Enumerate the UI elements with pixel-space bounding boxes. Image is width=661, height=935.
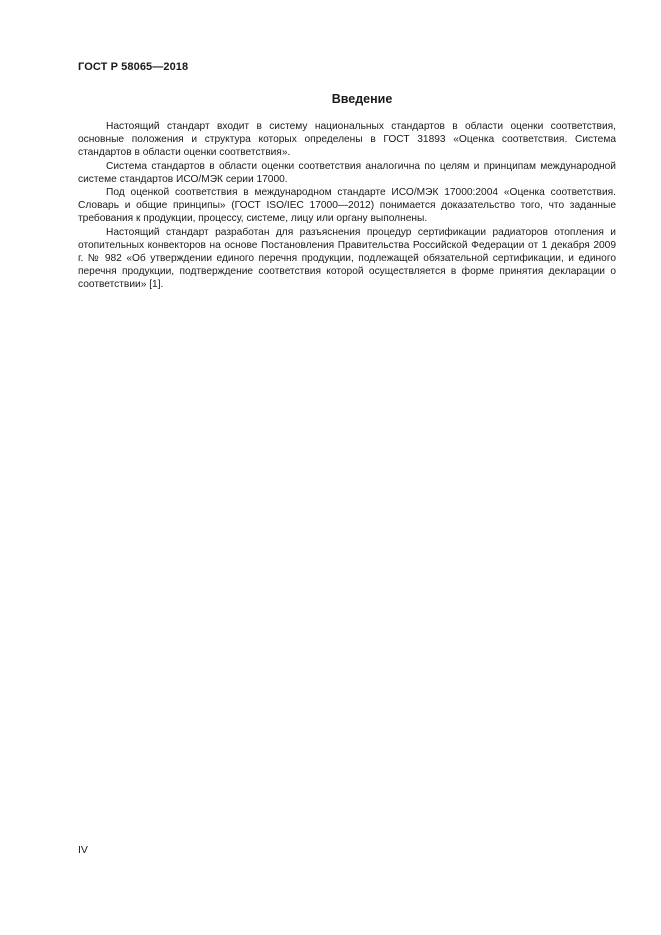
paragraph-3: Под оценкой соответствия в международном стандарте ИСО/МЭК 17000:2004 «Оценка соответствия. Словарь и общие принципы» (ГОСТ ISO/IEC 17000—2012) понимается доказательство того, что заданные требования к продукции, процессу, системе, лицу или органу выполнены. bbox=[78, 187, 616, 225]
document-code: ГОСТ Р 58065—2018 bbox=[78, 61, 189, 73]
paragraph-1: Настоящий стандарт входит в систему национальных стандартов в области оценки соответствия, основные положения и структура которых определены в ГОСТ 31893 «Оценка соответствия. Система стандартов в области оценки соответствия». bbox=[78, 121, 616, 159]
introduction-body bbox=[78, 120, 616, 292]
section-title-text: Введение bbox=[331, 92, 393, 106]
paragraph-2: Система стандартов в области оценки соответствия аналогична по целям и принципам международной системе стандартов ИСО/МЭК серии 17000. bbox=[78, 160, 616, 185]
paragraph-4: Настоящий стандарт разработан для разъяснения процедур сертификации радиаторов отопления и отопительных конвекторов на основе Постановления Правительства Российской Федерации от 1 декабря 2009 г. № 982 «Об утверждении единого перечня продукции, подлежащей обязательной сертификации, и единого перечня продукции, подтверждение соответствия которой осуществляется в форме принятия декларации о соответствии» [1]. bbox=[78, 226, 616, 291]
section-title bbox=[78, 92, 616, 106]
page-number: IV bbox=[78, 844, 88, 856]
